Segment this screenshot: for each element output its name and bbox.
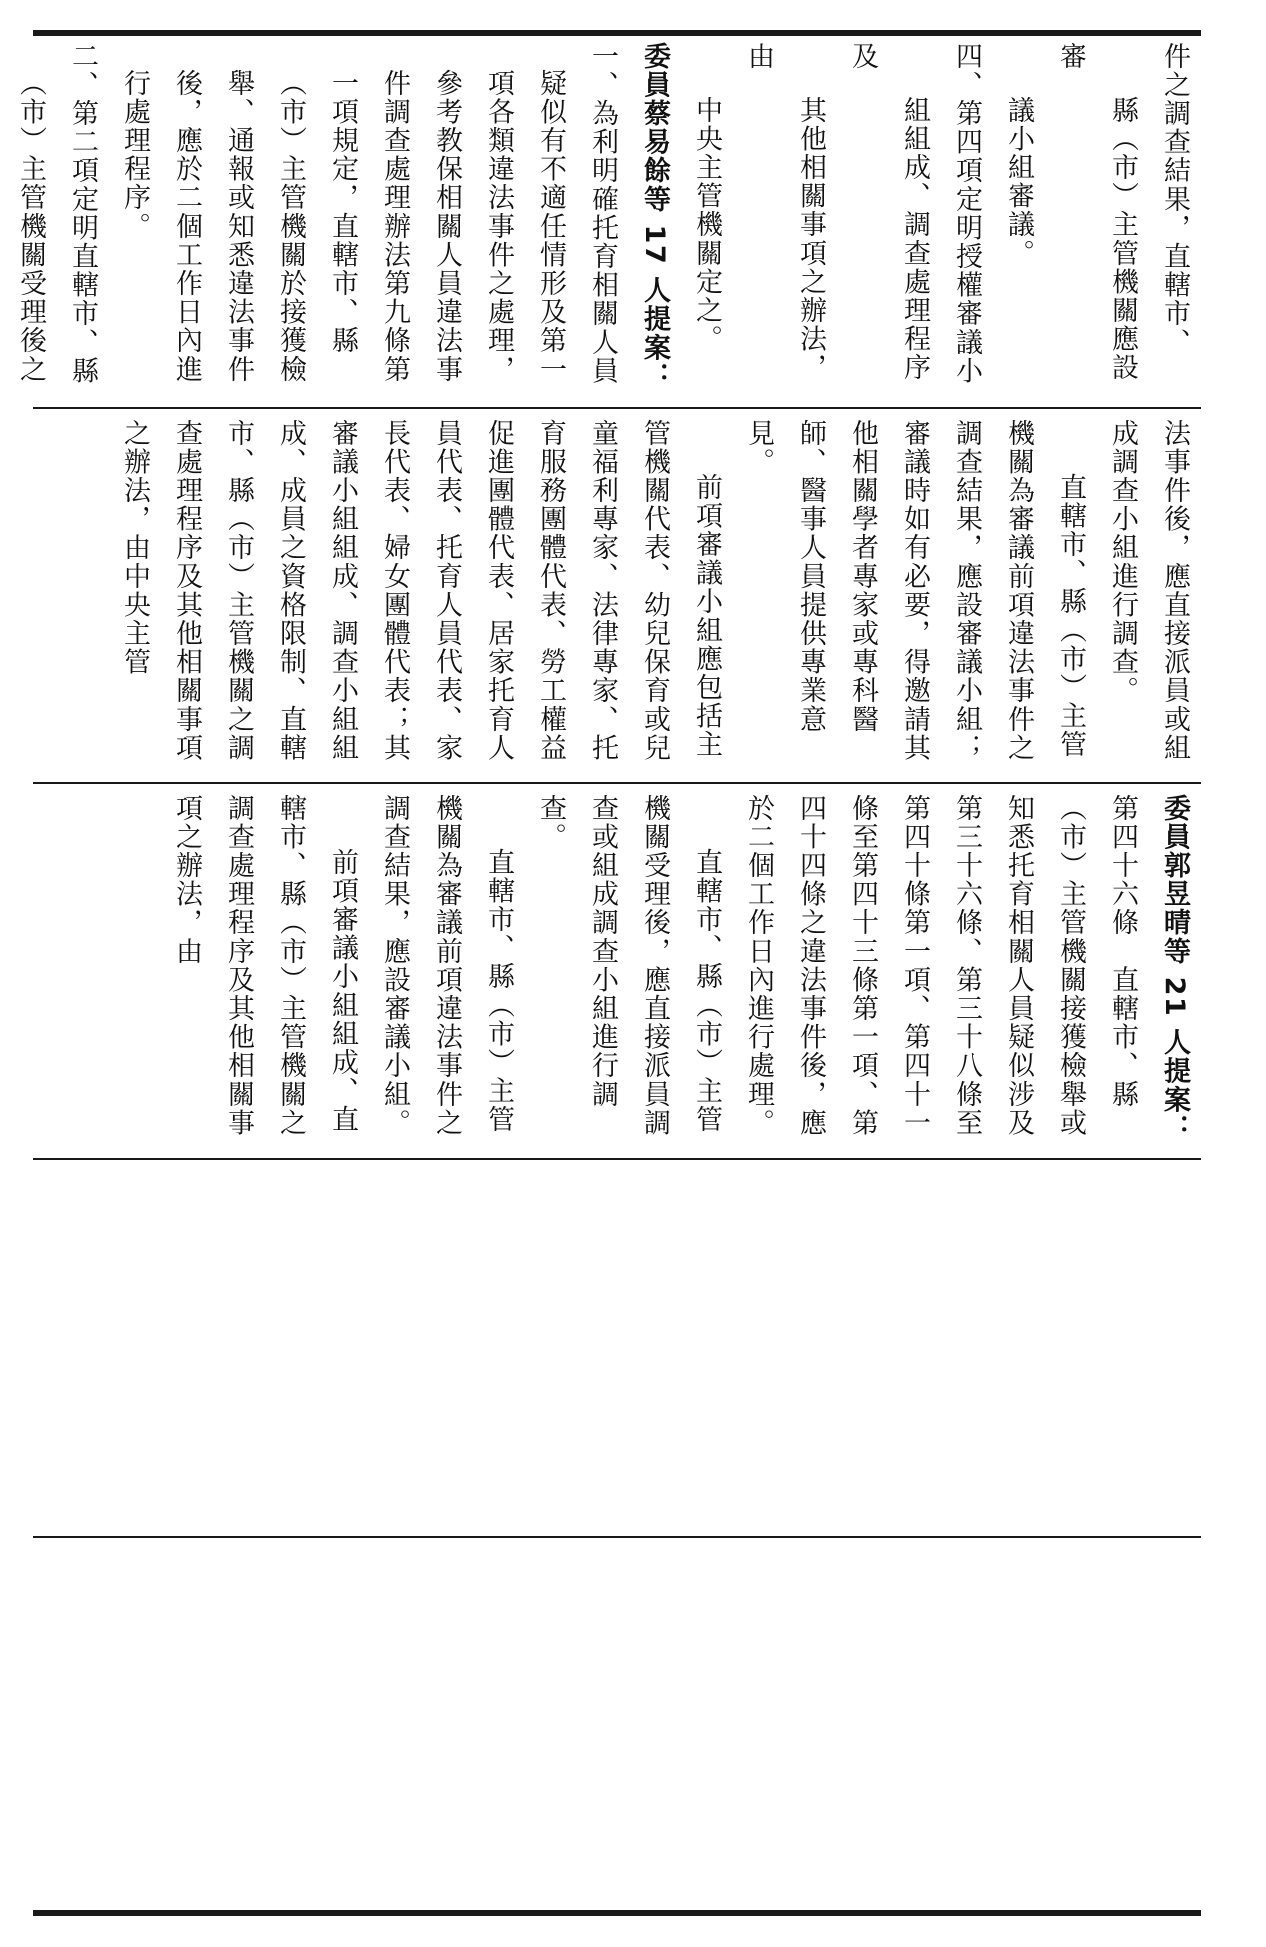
text-line: 組組成、調查處理程序及 <box>847 42 930 382</box>
explanation-item: 二、第二項定明直轄市、縣（市）主管機關受理後之 <box>15 42 98 386</box>
section-left-column <box>40 794 1200 1146</box>
text-line: 縣（市）主管機關應設審 <box>1055 42 1138 382</box>
article-paragraph: 前項審議小組組成、直轄市、縣（市）主管機關之調查處理程序及其他相關事項之辦法，由 <box>171 794 358 1138</box>
empty-section <box>40 1170 1200 1524</box>
section-divider-4 <box>33 1536 1201 1538</box>
empty-section <box>40 1548 1200 1898</box>
text-line: 中央主管機關定之。 <box>691 96 722 354</box>
text-line: 其他相關事項之辦法，由 <box>743 42 826 382</box>
text-line: 四、第四項定明授權審議小 <box>951 42 982 386</box>
article-heading-paragraph: 第四十六條 直轄市、縣（市）主管機關接獲檢舉或知悉托育相關人員疑似涉及第三十六條、第三十八條至第四十條第一項、第四十一條至第四十三條第一項、第四十四條之違法事件後，應於二個工作日內進行處理。 <box>743 794 1138 1138</box>
section-middle-column <box>40 419 1200 771</box>
article-paragraph: 直轄市、縣（市）主管機關為審議前項違法事件之調查結果，應設審議小組。 <box>379 794 514 1138</box>
article-paragraph: 直轄市、縣（市）主管機關受理後，應直接派員調查或組成調查小組進行調查。 <box>535 794 722 1138</box>
section-divider-3 <box>33 1158 1201 1160</box>
proposal-title: 委員蔡易餘等 17 人提案： <box>639 42 670 391</box>
proposal-title: 委員郭昱晴等 21 人提案： <box>1159 794 1190 1143</box>
article-paragraph: 前項審議小組應包括主管機關代表、幼兒保育或兒童福利專家、法律專家、托育服務團體代表、勞工權益促進團體代表、居家托育人員代表、托育人員代表、家長代表、婦女團體代表；其審議小組組成、調查小組組成、成員之資格限制、直轄市、縣（市）主管機關之調查處理程序及其他相關事項之辦法，由中央主管 <box>119 419 722 763</box>
article-paragraph: 法事件後，應直接派員或組成調查小組進行調查。 <box>1107 419 1190 763</box>
explanation-item: 一、為利明確托育相關人員疑似有不適任情形及第一項各類違法事件之處理，參考教保相關人員違法事件調查處理辦法第九條第一項規定，直轄市、縣（市）主管機關於接獲檢舉、通報或知悉違法事件後，應於二個工作日內進行處理程序。 <box>119 42 618 386</box>
text-line: 件之調查結果，直轄市、 <box>1159 42 1190 357</box>
text-line: 議小組審議。 <box>1003 96 1034 268</box>
bottom-rule <box>33 1910 1201 1916</box>
section-right-column <box>15 42 1200 396</box>
top-rule <box>33 30 1201 36</box>
section-divider-2 <box>33 782 1201 784</box>
section-divider-1 <box>33 407 1201 409</box>
article-paragraph: 直轄市、縣（市）主管機關為審議前項違法事件之調查結果，應設審議小組；審議時如有必要，得邀請其他相關學者專家或專科醫師、醫事人員提供專業意見。 <box>743 419 1086 763</box>
